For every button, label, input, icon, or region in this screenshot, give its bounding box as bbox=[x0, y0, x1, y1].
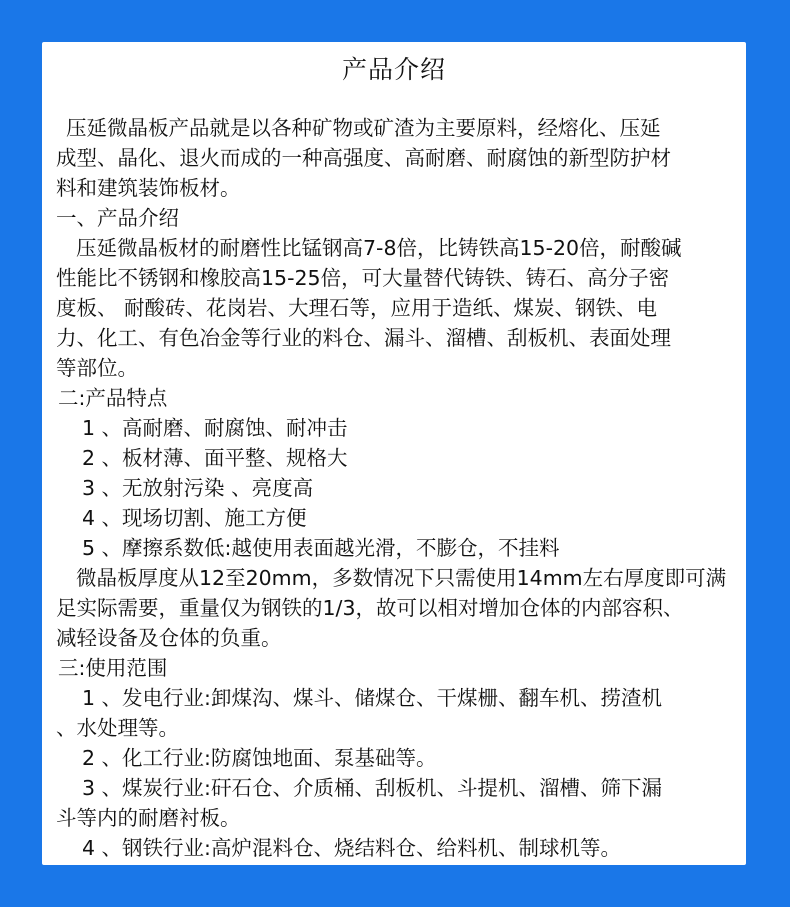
text-line: 力、化工、有色冶金等行业的料仓、漏斗、溜槽、刮板机、表面处理 bbox=[56, 326, 671, 350]
usage-item: 2 、化工行业:防腐蚀地面、泵基础等。 bbox=[82, 746, 437, 770]
feature-item: 2 、板材薄、面平整、规格大 bbox=[82, 446, 348, 470]
text-line: 等部位。 bbox=[56, 356, 138, 380]
feature-item: 4 、现场切割、施工方便 bbox=[82, 506, 307, 530]
text-line: 压延微晶板产品就是以各种矿物或矿渣为主要原料，经熔化、压延 bbox=[66, 116, 661, 140]
feature-item: 5 、摩擦系数低:越使用表面越光滑，不膨仓，不挂料 bbox=[82, 536, 560, 560]
text-line: 料和建筑装饰板材。 bbox=[56, 176, 241, 200]
feature-item: 3 、无放射污染 、亮度高 bbox=[82, 476, 314, 500]
text-line: 度板、 耐酸砖、花岗岩、大理石等，应用于造纸、煤炭、钢铁、电 bbox=[56, 296, 658, 320]
section-heading: 一、产品介绍 bbox=[56, 206, 179, 230]
text-line: 减轻设备及仓体的负重。 bbox=[56, 626, 282, 650]
text-line: 足实际需要，重量仅为钢铁的1/3，故可以相对增加仓体的内部容积、 bbox=[56, 596, 684, 620]
feature-item: 1 、高耐磨、耐腐蚀、耐冲击 bbox=[82, 416, 348, 440]
text-line: 性能比不锈钢和橡胶高15-25倍，可大量替代铸铁、铸石、高分子密 bbox=[56, 266, 670, 290]
usage-item: 1 、发电行业:卸煤沟、煤斗、储煤仓、干煤栅、翻车机、捞渣机 bbox=[82, 686, 662, 710]
usage-item: 、水处理等。 bbox=[56, 716, 179, 740]
text-line: 微晶板厚度从12至20mm，多数情况下只需使用14mm左右厚度即可满 bbox=[76, 566, 727, 590]
text-line: 压延微晶板材的耐磨性比锰钢高7-8倍，比铸铁高15-20倍，耐酸碱 bbox=[76, 236, 682, 260]
page-title: 产品介绍 bbox=[341, 55, 446, 84]
text-line: 成型、晶化、退火而成的一种高强度、高耐磨、耐腐蚀的新型防护材 bbox=[56, 146, 671, 170]
usage-item: 斗等内的耐磨衬板。 bbox=[56, 806, 241, 830]
section-heading: 二:产品特点 bbox=[58, 386, 168, 410]
usage-item: 4 、钢铁行业:高炉混料仓、烧结料仓、给料机、制球机等。 bbox=[82, 836, 621, 860]
usage-item: 3 、煤炭行业:矸石仓、介质桶、刮板机、斗提机、溜槽、筛下漏 bbox=[82, 776, 662, 800]
content-card bbox=[42, 42, 746, 865]
section-heading: 三:使用范围 bbox=[58, 656, 168, 680]
